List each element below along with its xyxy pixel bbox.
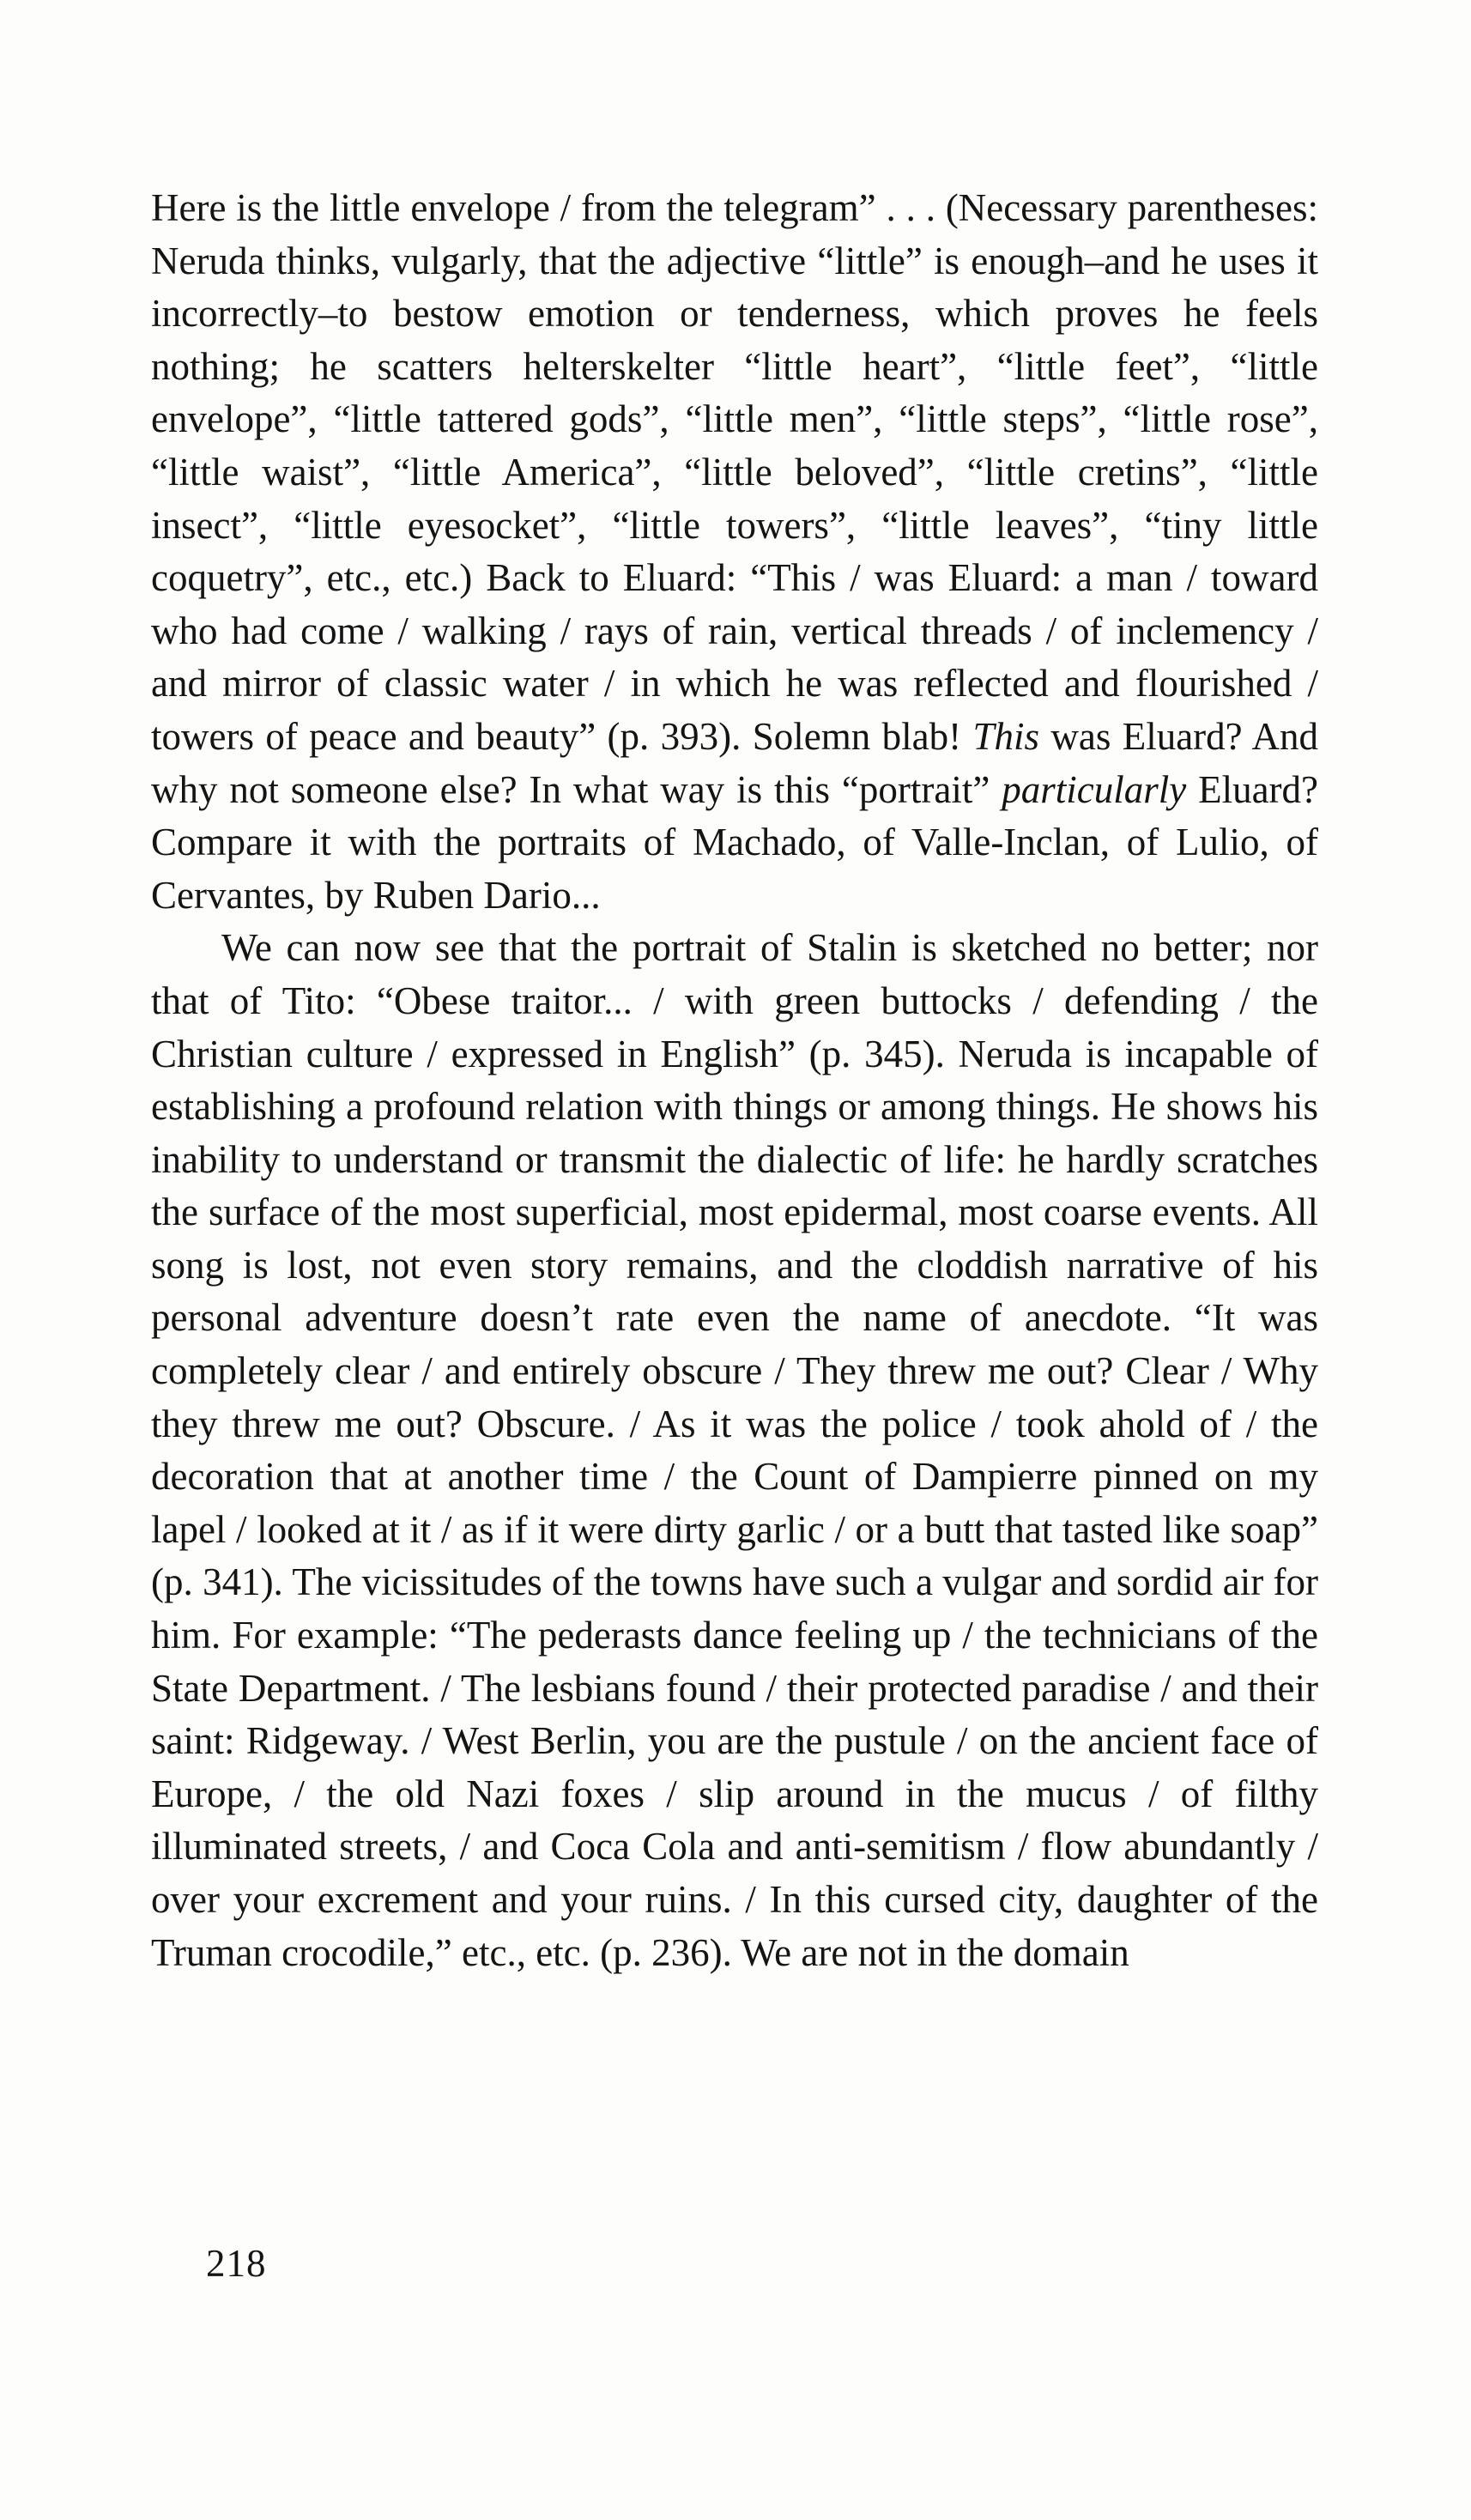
text-segment: We can now see that the portrait of Stalin is sketched no better; nor that of Tito: “Obese traitor... / with green buttocks / defending / the Christian culture / expressed in English” (p. 345). Neruda is incapable of establishing a profound relation with things or among things. He shows his inability to understand or transmit the dialectic of life: he hardly scratches the surface of the most superficial, most epidermal, most coarse events. All song is lost, not even story remains, and the cloddish narrative of his personal adventure doesn’t rate even the name of anecdote. “It was completely clear / and entirely obscure / They threw me out? Clear / Why they threw me out? Obscure. / As it was the police / took ahold of / the decoration that at another time / the Count of Dampierre pinned on my lapel / looked at it / as if it were dirty garlic / or a butt that tasted like soap” (p. 341). The vicissitudes of the towns have such a vulgar and sordid air for him. For example: “The pederasts dance feeling up / the technicians of the State Department. / The lesbians found / their protected paradise / and their saint: Ridgeway. / West Berlin, you are the pustule / on the ancient face of Europe, / the old Nazi foxes / slip around in the mucus / of filthy illuminated streets, / and Coca Cola and anti-semitism / flow abundantly / over your excrement and your ruins. / In this cursed city, daughter of the Truman crocodile,” etc., etc. (p. 236). We are not in the domain <box>151 926 1318 1974</box>
paragraph-1 <box>151 182 1318 922</box>
italic-segment: This <box>972 714 1039 758</box>
text-segment: Eluard? Compare it with the portraits of Machado, of Valle-Inclan, of Lulio, of Cervantes, by Ruben Dario... <box>151 767 1319 917</box>
italic-segment: particularly <box>1002 767 1187 811</box>
paragraph-2 <box>151 922 1318 1979</box>
body-text <box>151 182 1318 1979</box>
text-segment: was Eluard? And why not someone else? In what way is this “portrait” <box>151 714 1319 811</box>
page-number: 218 <box>206 2242 267 2285</box>
text-segment: Here is the little envelope / from the telegram” . . . (Necessary parentheses: Neruda thinks, vulgarly, that the adjective “little” is enough–and he uses it incorrectly–to bestow emotion or tenderness, which proves he feels nothing; he scatters helterskelter “little heart”, “little feet”, “little envelope”, “little tattered gods”, “little men”, “little steps”, “little rose”, “little waist”, “little America”, “little beloved”, “little cretins”, “little insect”, “little eyesocket”, “little towers”, “little leaves”, “tiny little coquetry”, etc., etc.) Back to Eluard: “This / was Eluard: a man / toward who had come / walking / rays of rain, vertical threads / of inclemency / and mirror of classic water / in which he was reflected and flourished / towers of peace and beauty” (p. 393). Solemn blab! <box>151 186 1318 758</box>
